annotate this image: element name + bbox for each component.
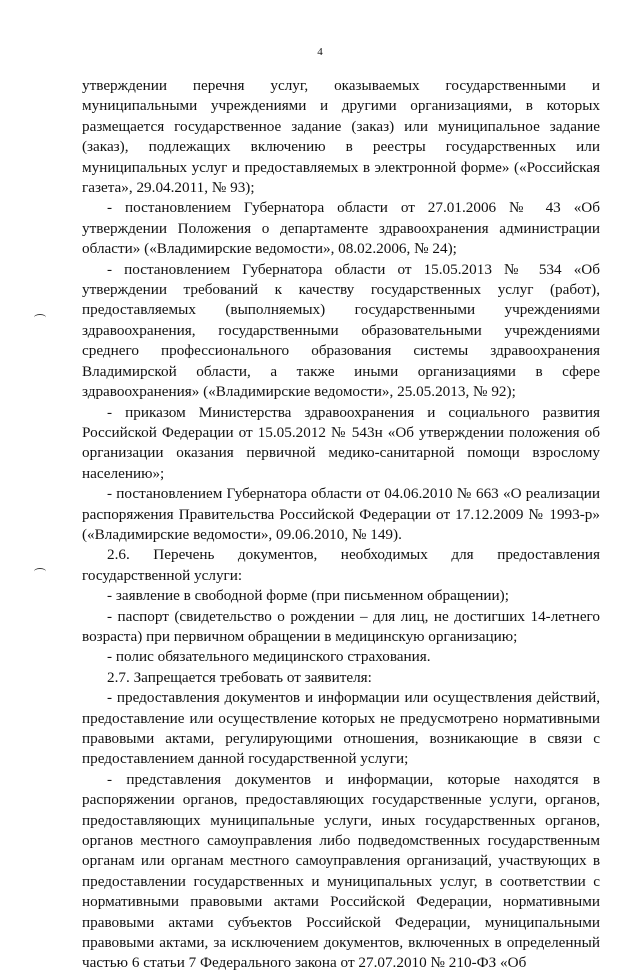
paragraph: - приказом Министерства здравоохранения и социального развития Российской Федерации от 15.05.2012 № 543н «Об утверждении положения об организации оказания первичной медико-санитарной помощи взрослому населению»; <box>82 403 600 482</box>
paragraph: - паспорт (свидетельство о рождении – для лиц, не достигших 14-летнего возраста) при первичном обращении в медицинскую организацию; <box>82 607 600 645</box>
paragraph: - заявление в свободной форме (при письменном обращении); <box>107 587 509 605</box>
margin-mark <box>34 314 46 321</box>
paragraph: - постановлением Губернатора области от 04.06.2010 № 663 «О реализации распоряжения Правительства Российской Федерации от 17.12.2009 № 1993-р» («Владимирские ведомости», 09.06.2010, № 149). <box>82 485 600 543</box>
paragraph: утверждении перечня услуг, оказываемых государственными и муниципальными учреждениями и другими организациями, в которых размещается государственное задание (заказ) или муниципальное задание (заказ), подлежащих включению в реестры государственных или муниципальных услуг и предоставляемых в электронной форме» («Российская газета», 29.04.2011, № 93); <box>82 77 600 197</box>
paragraph: - постановлением Губернатора области от 27.01.2006 № 43 «Об утверждении Положения о департаменте здравоохранения администрации области» («Владимирские ведомости», 08.02.2006, № 24); <box>82 199 600 258</box>
margin-mark <box>34 568 46 575</box>
paragraph: - представления документов и информации, которые находятся в распоряжении органов, предоставляющих государственные услуги, органов, предоставляющих муниципальные услуги, иных государственных органов, органов местного самоуправления либо подведомственных государственным органам или органам местного самоуправления организаций, участвующих в предоставлении государственных и муниципальных услуг, в соответствии с нормативными правовыми актами Российской Федерации, нормативными правовыми актами субъектов Российской Федерации, муниципальными правовыми актами, за исключением документов, включенных в определенный частью 6 статьи 7 Федерального закона от 27.07.2010 № 210-ФЗ «Об <box>82 770 600 972</box>
paragraph: - предоставления документов и информации или осуществления действий, предоставление или осуществление которых не предусмотрено нормативными правовыми актами, регулирующими отношения, возникающие в связи с предоставлением данной государственной услуги; <box>82 689 600 768</box>
page-number: 4 <box>317 46 323 58</box>
section-heading: 2.6. Перечень документов, необходимых для предоставления государственной услуги: <box>82 546 600 584</box>
paragraph: - полис обязательного медицинского страхования. <box>107 648 431 666</box>
section-heading: 2.7. Запрещается требовать от заявителя: <box>107 668 372 686</box>
document-body <box>82 76 600 974</box>
paragraph: - постановлением Губернатора области от 15.05.2013 № 534 «Об утверждении требований к качеству государственных услуг (работ), предоставляемых (выполняемых) государственными учреждениями здравоохранения, государственными образовательными учреждениями среднего профессионального образования системы здравоохранения Владимирской области, а также иными организациями в сфере здравоохранения» («Владимирские ведомости», 25.05.2013, № 92); <box>82 260 600 401</box>
